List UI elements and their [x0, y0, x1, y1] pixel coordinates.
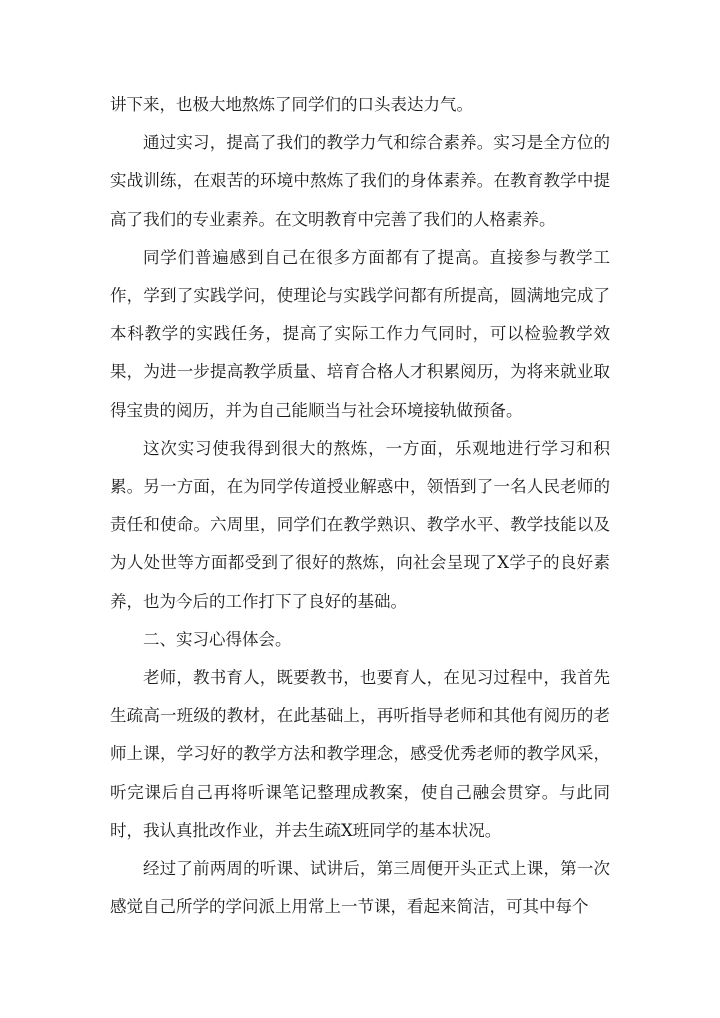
paragraph-internship-improvement: 通过实习，提高了我们的教学力气和综合素养。实习是全方位的实战训练，在艰苦的环境中熬炼了我们的身体素养。在教育教学中提高了我们的专业素养。在文明教育中完善了我们的人格素养。: [110, 133, 610, 229]
document-page: [110, 86, 610, 926]
paragraph-first-lesson: 经过了前两周的听课、试讲后，第三周便开头正式上课，第一次感觉自己所学的学问派上用常上一节课，看起来简洁，可其中每个: [110, 859, 610, 917]
paragraph-students-progress: 同学们普遍感到自己在很多方面都有了提高。直接参与教学工作，学到了实践学问，使理论与实践学问都有所提高，圆满地完成了本科教学的实践任务，提高了实际工作力气同时，可以检验教学效果，为进一步提高教学质量、培育合格人才积累阅历，为将来就业取得宝贵的阅历，并为自己能顺当与社会环境接轨做预备。: [110, 247, 610, 420]
section-heading: 二、实习心得体会。: [143, 629, 292, 649]
paragraph-teacher-role: 老师，教书育人，既要教书，也要育人，在见习过程中，我首先生疏高一班级的教材，在此基础上，再听指导老师和其他有阅历的老师上课，学习好的教学方法和教学理念，感受优秀老师的教学风采，听完课后自己再将听课笔记整理成教案，使自己融会贯穿。与此同时，我认真批改作业，并去生疏X班同学的基本状况。: [110, 668, 610, 840]
paragraph-training-experience: 这次实习使我得到很大的熬炼，一方面，乐观地进行学习和积累。另一方面，在为同学传道授业解惑中，领悟到了一名人民老师的责任和使命。六周里，同学们在教学熟识、教学水平、教学技能以及为人处世等方面都受到了很好的熬炼，向社会呈现了X学子的良好素养，也为今后的工作打下了良好的基础。: [110, 438, 610, 611]
paragraph-continuation: 讲下来，也极大地熬炼了同学们的口头表达力气。: [110, 95, 473, 114]
